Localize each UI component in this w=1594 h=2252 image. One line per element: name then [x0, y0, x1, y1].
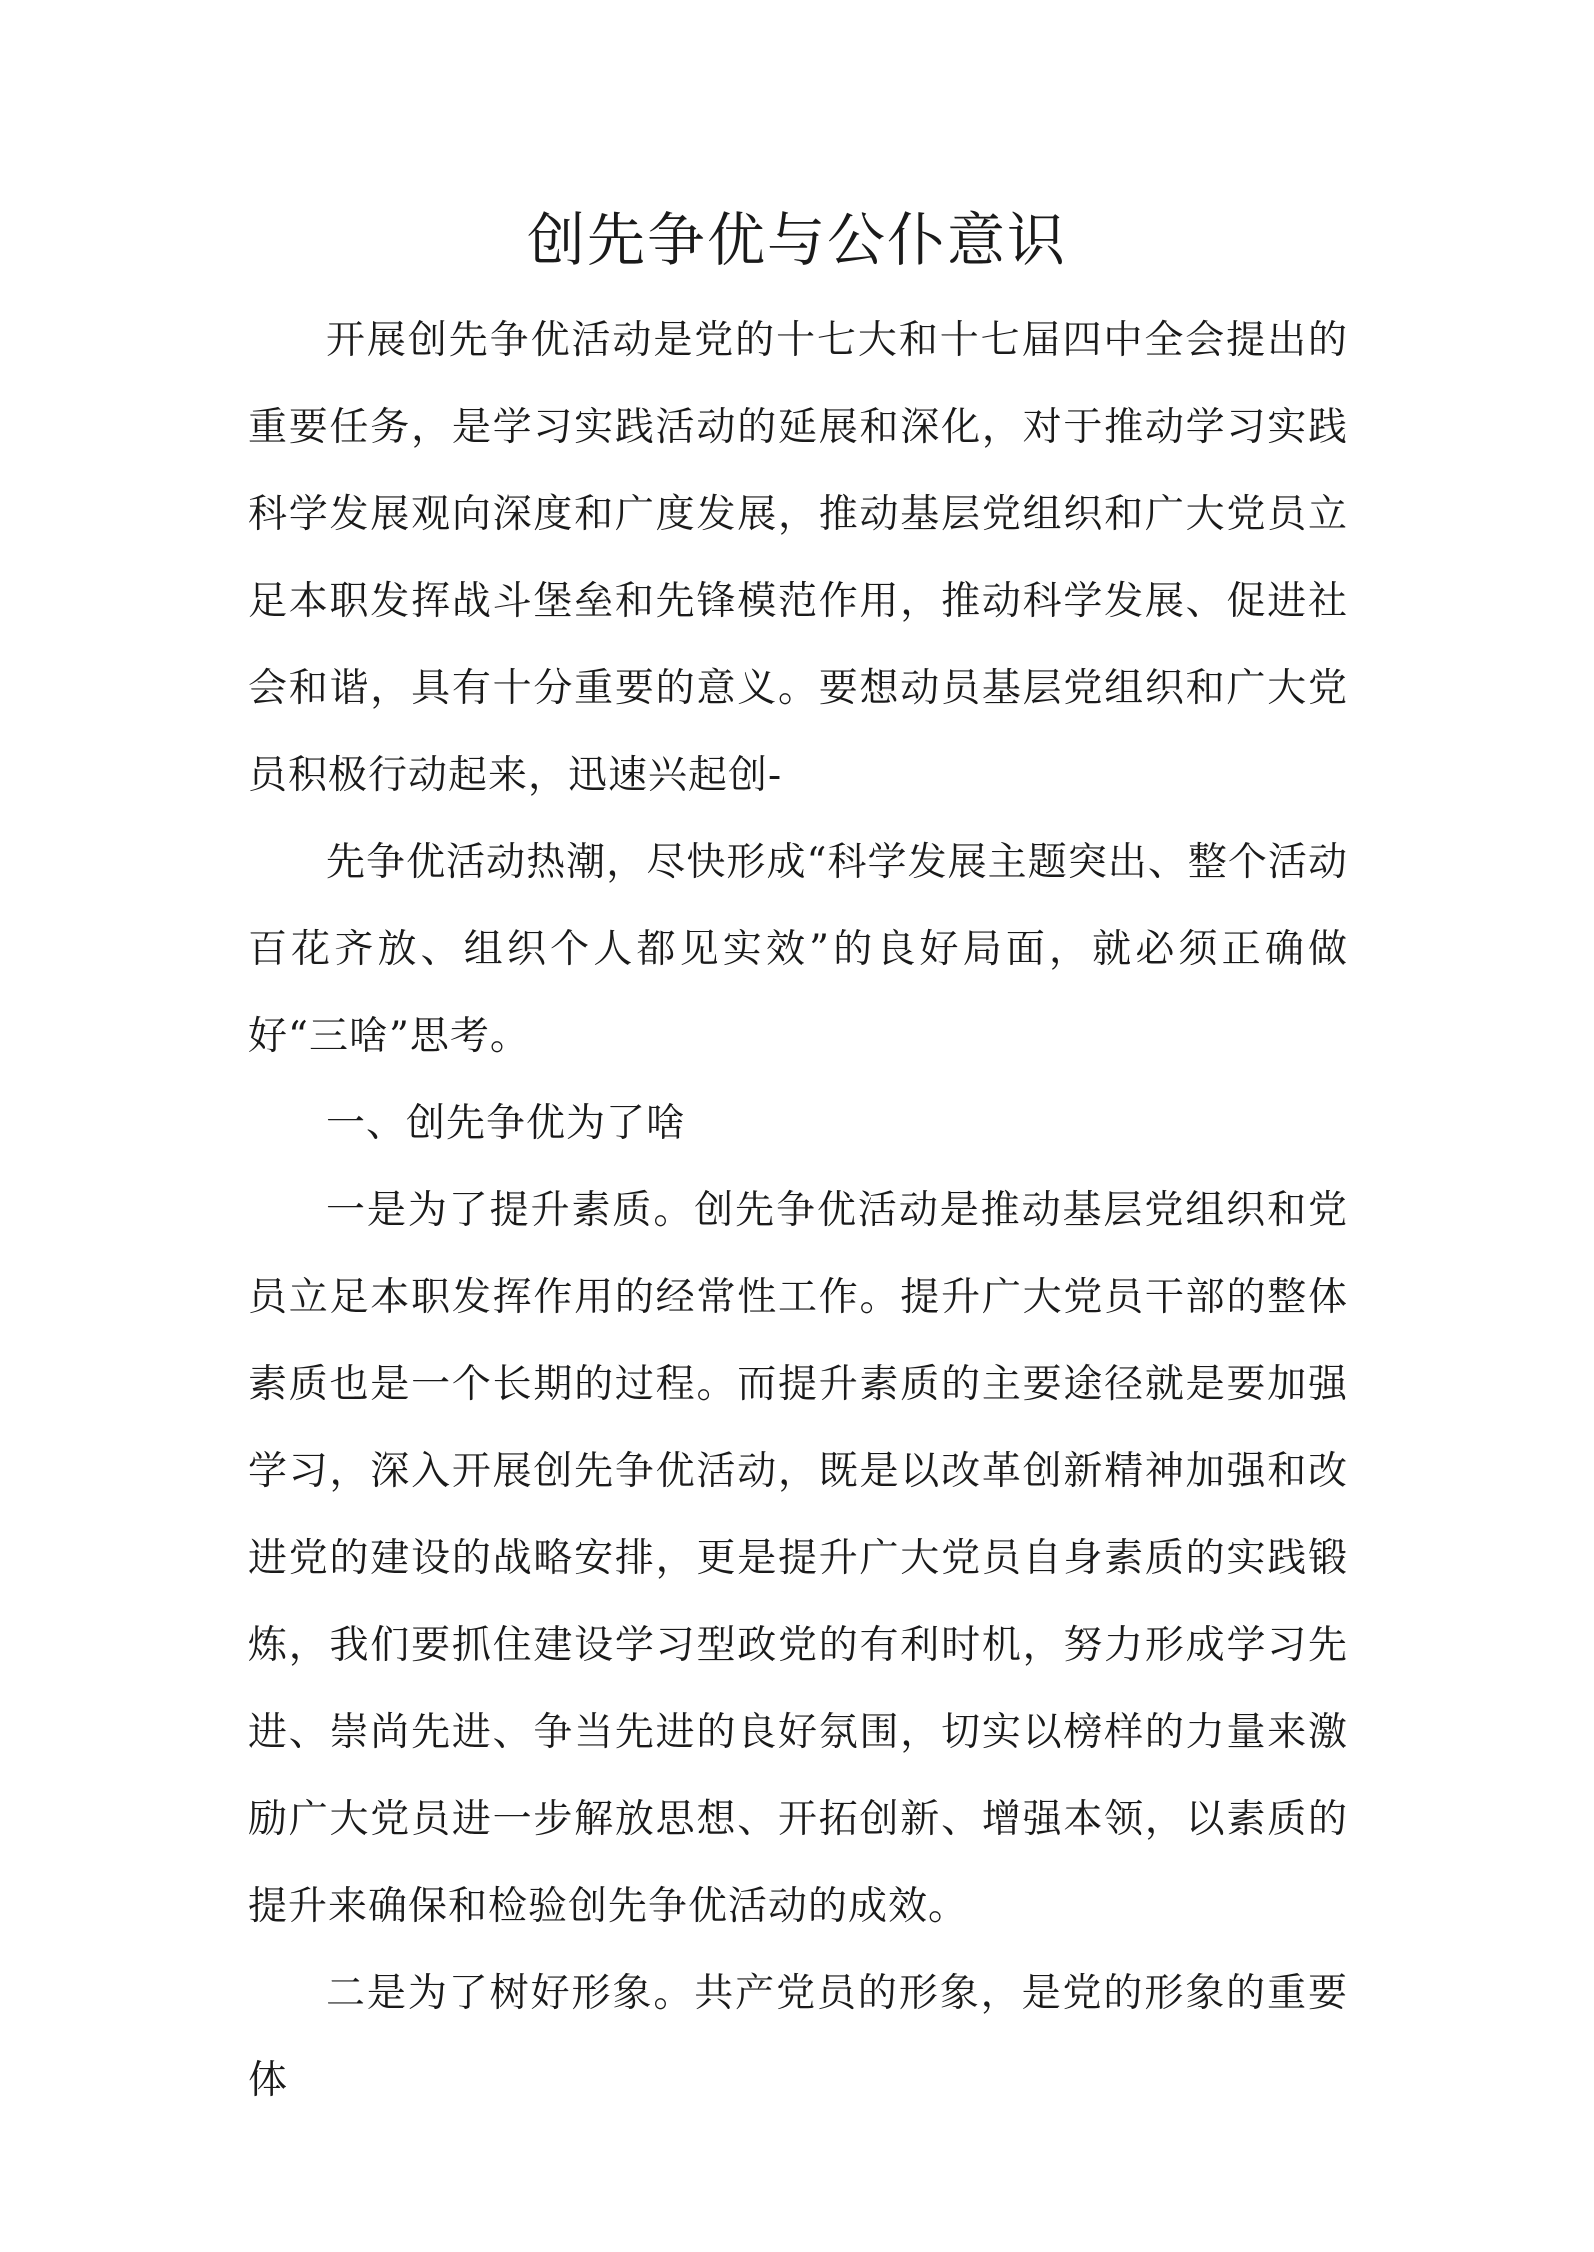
section-heading-1: 一、创先争优为了啥: [326, 1101, 687, 1146]
paragraph-intro: 开展创先争优活动是党的十七大和十七届四中全会提出的重要任务，是学习实践活动的延展和深化，对于推动学习实践科学发展观向深度和广度发展，推动基层党组织和广大党员立足本职发挥战斗堡垒和先锋模范作用，推动科学发展、促进社会和谐，具有十分重要的意义。要想动员基层党组织和广大党员积极行动起来，迅速兴起创-: [248, 318, 1348, 798]
paragraph-improve-quality: 一是为了提升素质。创先争优活动是推动基层党组织和党员立足本职发挥作用的经常性工作。提升广大党员干部的整体素质也是一个长期的过程。而提升素质的主要途径就是要加强学习，深入开展创先争优活动，既是以改革创新精神加强和改进党的建设的战略安排，更是提升广大党员自身素质的实践锻炼，我们要抓住建设学习型政党的有利时机，努力形成学习先进、崇尚先进、争当先进的良好氛围，切实以榜样的力量来激励广大党员进一步解放思想、开拓创新、增强本领，以素质的提升来确保和检验创先争优活动的成效。: [248, 1188, 1348, 1929]
paragraph-build-image: 二是为了树好形象。共产党员的形象，是党的形象的重要体: [248, 1971, 1348, 2103]
document-title: 创先争优与公仆意识: [526, 206, 1067, 274]
document-body: [248, 297, 1348, 2124]
paragraph-three-questions: 先争优活动热潮，尽快形成“科学发展主题突出、整个活动百花齐放、组织个人都见实效”的良好局面，就必须正确做好“三啥”思考。: [248, 840, 1348, 1059]
